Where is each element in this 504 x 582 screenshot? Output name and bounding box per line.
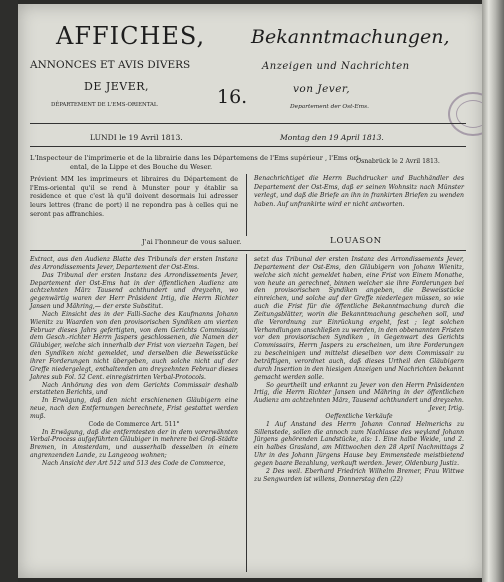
date-rule-bottom	[30, 146, 466, 147]
de-place: von Jever,	[293, 83, 351, 95]
right-paragraph: Jever, Irtig.	[429, 405, 464, 413]
right-section-heading: Oeffentliche Verkäufe	[325, 412, 393, 420]
left-column	[30, 256, 238, 468]
date-rule-top	[30, 123, 466, 124]
issue-number: 16.	[217, 86, 248, 108]
right-paragraph: 2 Des weil. Eberhard Friedrich Wilhelm Bremer, Frau Wittwe zu Sengwarden ist willens, Donnerstag den (22)	[254, 467, 464, 483]
fr-department: DÉPARTEMENT DE L'EMS-ORIENTAL	[51, 102, 158, 108]
scan-left-margin	[0, 0, 18, 582]
notice-signature: LOUASON	[330, 236, 382, 246]
left-paragraph: Das Tribunal der ersten Instanz des Arrondissements Jever, Departement der Ost-Ems hat in der öffentlichen Audienz am achtzehnten März Tausend achthundert und dreyzehn, wo gegenwärtig waren der Herr Präsident Irtig, die Herrn Richter Jansen und Mähring,— der erste Substitut.	[30, 271, 238, 311]
de-subtitle: Anzeigen und Nachrichten	[262, 61, 410, 72]
de-title: Bekanntmachungen,	[251, 26, 450, 48]
notice-fr-line1: L'Inspecteur de l'imprimerie et de la librairie dans les Départemens de l'Ems supérieur , l'Ems ori-	[30, 154, 362, 162]
notice-fr-date: Osnabrück le 2 Avril 1813.	[356, 158, 440, 165]
page-edge-shadow	[482, 0, 504, 582]
right-paragraph: So geurtheilt und erkannt zu Jever von den Herrn Präsidenten Irtig, die Herrn Richter Jansen und Mähring in der öffentlichen Audienz am achtzehnten März, Tausend achthundert und dreyzehn.	[254, 381, 464, 405]
fr-title: AFFICHES,	[56, 22, 206, 50]
notice-fr-body: Prévient MM les imprimeurs et libraires du Département de l'Ems-oriental qu'il se rend à Munster pour y établir sa residence et que c'est là qu'il doivent desormais lui adresser leurs lettres (franc de port) il ne repondra pas à celles qui ne seront pas affranchies.	[30, 175, 238, 218]
fr-place: DE JEVER,	[84, 80, 150, 93]
fr-date: LUNDI le 19 Avril 1813.	[90, 133, 183, 142]
left-paragraph: In Erwägung, daß den nicht erschienenen Gläubigern eine neue, nach den Entfernungen berechnete, Frist gestattet werden muß.	[30, 397, 238, 420]
left-paragraph: In Erwägung, daß die entferntesten der in dem vorerwähnten Verbal-Process aufgeführten Gläubiger in mehrere bei Groß-Städte Bremen, in Amsterdam, und ausserhalb desselben in einem angrenzenden Lande, zu Langeoog wohnen;	[30, 428, 238, 460]
left-paragraph: Nach Einsicht des in der Falli-Sache des Kaufmanns Johann Wienitz zu Waarden von den provisorischen Syndiken am vierten Februar dieses Jahrs gefertigten, von dem Gerichts Commissair, dem Gesch.-richter Herrn Jaspers geschlossenen, die Namen der Gläubiger, welche sich innerhalb der Frist von vierzehn Tagen, bei den Syndiken nicht gemeldet, und derselben die Beweisstücke ihrer Forderungen nicht übergeben, auch solche nicht auf der Greffe niedergelegt, enthaltenden am dreyzehnten Februar dieses Jahres sub Fol. 52 Cent. einregistrirten Verbal-Protocols.	[30, 310, 238, 381]
fr-subtitle: ANNONCES ET AVIS DIVERS	[30, 59, 191, 71]
newspaper-page	[18, 4, 484, 578]
left-paragraph: Nach Ansicht der Art 512 und 513 des Code de Commerce,	[42, 459, 226, 467]
right-paragraph: 1 Auf Anstand des Herrn Johann Conrad Helmerichs zu Sillenstede, sollen die annoch zum Nachlasse des weyland Johann Jürgens gehörenden Landstücke, als: 1. Eine halbe Weide, und 2. ein halbes Grasland, am Mittwochen den 28 April Nachmittags 2 Uhr in des Johann Jürgens Hause bey Emmenstede meistbietend gegen baare Bezahlung, verkauft werden. Jever, Oldenburg Justiz.	[254, 420, 464, 467]
left-paragraph: Code de Commerce Art. 511°	[88, 420, 180, 428]
section-rule	[30, 250, 466, 251]
right-paragraph: setzt das Tribunal der ersten Instanz des Arrondissements Jever, Departement der Ost-Ems, den Gläubigern von Johann Wienitz, welche sich nicht gemeldet haben, eine Frist von Einem Monathe, von heute an gerechnet, binnen welcher sie ihre Forderungen bei den provisorischen Syndiken angeben, die Beweisstücke einreichen, und solche auf der Greffe niederlegen müssen, so wie auch die Frist für die öffentliche Bekanntmachung durch die Zeitungsblätter, worin die Bekanntmachung geschehen soll, und die Verordnung zur Einrückung ergeht, fest ; legt solchen Verhandlungen anschließen zu werden, in den obbenannten Fristen vor den provisorischen Syndiken , in Gegenwart des Gerichts Commissairs, Herrn Jaspers zu erscheinen, um ihre Forderungen zu bescheinigen und mittelst dieselben vor dem Commissair zu beträftigen, verordnet auch, daß dieses Urtheil den Gläubigern durch Insertion in den hiesigen Anzeigen und Nachrichten bekannt gemacht werden solle.	[254, 256, 464, 381]
notice-de-body: Benachrichtiget die Herrn Buchdrucker und Buchhändler des Departement der Ost-Ems, daß er seinen Wohnsitz nach Münster verlegt, und daß die Briefe an ihn in frankirten Briefen zu wenden haben. Auf unfrankirte wird er nicht antworten.	[254, 175, 464, 209]
left-paragraph: Nach Anhörung des von dem Gerichts Commissair deshalb erstatteten Berichts, und	[30, 381, 238, 397]
left-paragraph: Extract, aus den Audienz Blatte des Tribunals der ersten Instanz des Arrondissements Jever, Departement der Ost-Ems.	[30, 256, 238, 271]
column-divider	[246, 254, 247, 572]
notice-divider	[246, 174, 247, 236]
de-date: Montag den 19 April 1813.	[280, 133, 384, 142]
right-column	[254, 256, 464, 483]
notice-greeting: J'ai l'honneur de vous saluer.	[142, 238, 242, 246]
de-department: Departement der Ost-Ems.	[290, 104, 369, 110]
notice-fr-line2: ental, de la Lippe et des Bouche du Weser.	[70, 163, 213, 171]
